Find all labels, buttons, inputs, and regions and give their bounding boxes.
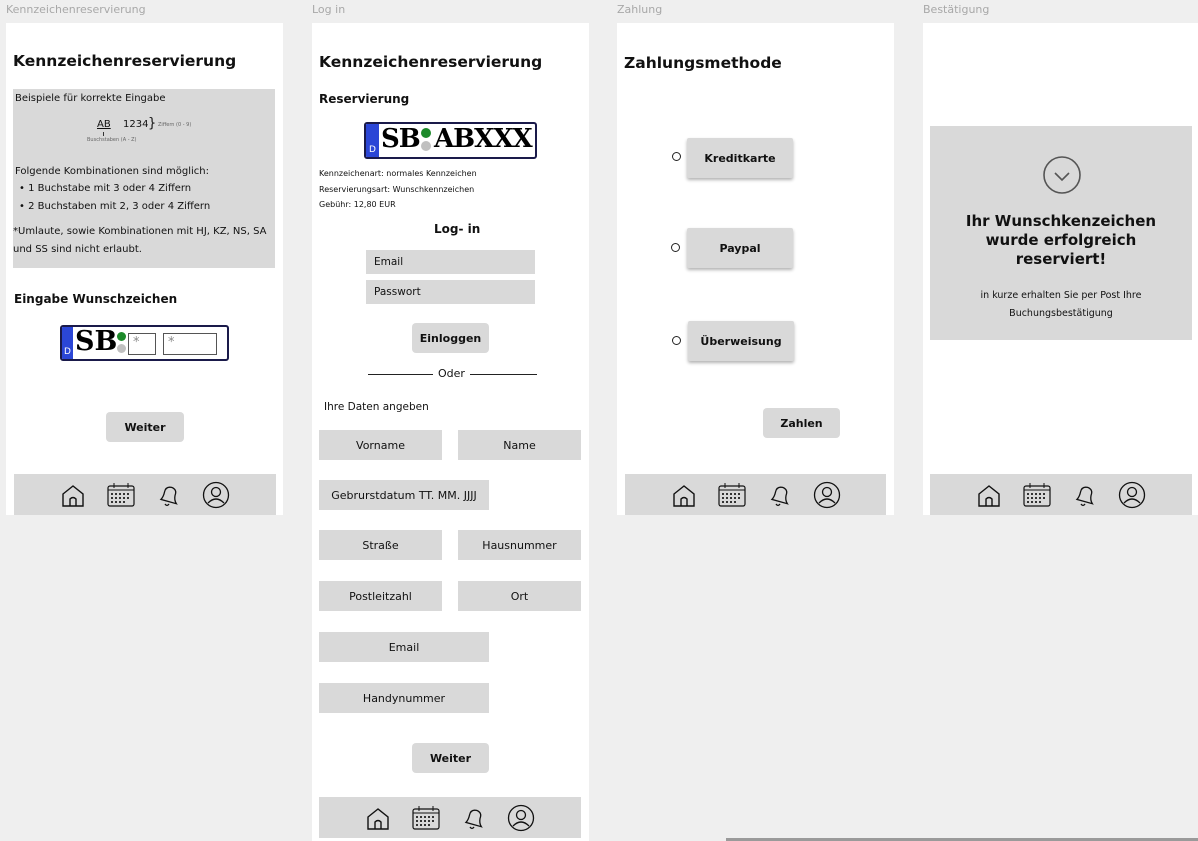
calendar-icon[interactable] [717, 482, 747, 508]
frame-label-reservation: Kennzeichenreservierung [6, 3, 146, 16]
screen-login [312, 23, 589, 841]
creditcard-option[interactable]: Kreditkarte [687, 138, 793, 178]
info-line-2: Buchungsbestätigung [1009, 308, 1113, 319]
eu-strip [62, 327, 73, 359]
bell-icon[interactable] [1072, 482, 1098, 508]
house-number-field[interactable]: Hausnummer [458, 530, 581, 560]
example-digits: 1234 [123, 119, 149, 130]
screen-payment [617, 23, 894, 515]
confirmation-panel [930, 126, 1192, 340]
transfer-option[interactable]: Überweisung [688, 321, 794, 361]
frame-label-confirmation: Bestätigung [923, 3, 990, 16]
profile-icon[interactable] [202, 481, 230, 509]
bottom-nav [14, 474, 276, 515]
plate-digits-input[interactable]: * [163, 333, 217, 355]
letters-tick [103, 132, 104, 136]
divider-left [368, 374, 433, 375]
seal-silver [421, 141, 431, 151]
letters-caption: Buschstaben (A - Z) [87, 137, 137, 143]
frame-label-payment: Zahlung [617, 3, 663, 16]
seal-green [421, 128, 431, 138]
login-heading: Log- in [434, 222, 481, 236]
profile-icon[interactable] [813, 481, 841, 509]
example-heading: Beispiele für korrekte Eingabe [15, 93, 166, 104]
combos-heading: Folgende Kombinationen sind möglich: [15, 166, 209, 177]
page-title: Kennzeichenreservierung [13, 52, 237, 70]
bottom-nav [319, 797, 581, 838]
login-button[interactable]: Einloggen [412, 323, 489, 353]
country-code: D [64, 347, 71, 357]
firstname-field[interactable]: Vorname [319, 430, 442, 460]
screen-reservation [6, 23, 283, 515]
phone-field[interactable]: Handynummer [319, 683, 489, 713]
page-title: Kennzeichenreservierung [319, 53, 543, 71]
paypal-option[interactable]: Paypal [687, 228, 793, 268]
bell-icon[interactable] [156, 482, 182, 508]
plate-prefix: SB [75, 326, 118, 357]
digits-caption: Ziffern (0 - 9) [158, 122, 192, 128]
next-button[interactable]: Weiter [412, 743, 489, 773]
license-plate-input [60, 325, 229, 361]
info-line-1: in kurze erhalten Sie per Post Ihre [980, 290, 1142, 301]
success-message: Ihr Wunschkenzeichen wurde erfolgreich reserviert! [965, 212, 1157, 268]
pay-button[interactable]: Zahlen [763, 408, 840, 438]
next-button[interactable]: Weiter [106, 412, 184, 442]
bell-icon[interactable] [767, 482, 793, 508]
plate-type-info: Kennzeichenart: normales Kennzeichen [319, 169, 477, 178]
combo-2: 2 Buchstaben mit 2, 3 oder 4 Ziffern [28, 201, 211, 212]
home-icon[interactable] [671, 482, 697, 508]
data-heading: Ihre Daten angeben [324, 401, 429, 413]
page-title: Zahlungsmethode [624, 54, 782, 72]
email-field[interactable]: Email [366, 250, 535, 274]
password-field[interactable]: Passwort [366, 280, 535, 304]
fee-info: Gebühr: 12,80 EUR [319, 200, 396, 209]
note-text: *Umlaute, sowie Kombinationen mit HJ, KZ, NS, SA und SS sind nicht erlaubt. [13, 226, 267, 255]
example-letters: AB [97, 119, 111, 130]
email-data-field[interactable]: Email [319, 632, 489, 662]
bell-icon[interactable] [461, 805, 487, 831]
plate-prefix: SB [381, 124, 420, 154]
screen-confirmation [923, 23, 1198, 515]
seal-green [117, 332, 126, 341]
profile-icon[interactable] [507, 804, 535, 832]
list-item: • 1 Buchstabe mit 3 oder 4 Ziffern [19, 183, 192, 194]
profile-icon[interactable] [1118, 481, 1146, 509]
bottom-nav [625, 474, 886, 515]
country-code: D [369, 145, 376, 155]
calendar-icon[interactable] [411, 805, 441, 831]
birthdate-field[interactable]: Gebrurstdatum TT. MM. JJJJ [319, 480, 489, 510]
reservation-heading: Reservierung [319, 92, 410, 106]
combo-1: 1 Buchstabe mit 3 oder 4 Ziffern [28, 183, 192, 194]
eu-strip [366, 124, 379, 157]
reservation-type-info: Reservierungsart: Wunschkennzeichen [319, 185, 475, 194]
street-field[interactable]: Straße [319, 530, 442, 560]
home-icon[interactable] [365, 805, 391, 831]
license-plate-preview [364, 122, 537, 159]
radio-creditcard[interactable] [672, 152, 681, 161]
plate-suffix: ABXXX [434, 124, 532, 154]
name-field[interactable]: Name [458, 430, 581, 460]
check-circle-icon [1042, 155, 1082, 199]
calendar-icon[interactable] [106, 482, 136, 508]
frame-label-login: Log in [312, 3, 346, 16]
or-label: Oder [438, 367, 465, 380]
digits-bracket: } [148, 116, 157, 131]
home-icon[interactable] [60, 482, 86, 508]
calendar-icon[interactable] [1022, 482, 1052, 508]
radio-paypal[interactable] [671, 243, 680, 252]
city-field[interactable]: Ort [458, 581, 581, 611]
input-heading: Eingabe Wunschzeichen [14, 292, 178, 306]
divider-right [470, 374, 537, 375]
zip-field[interactable]: Postleitzahl [319, 581, 442, 611]
plate-letters-input[interactable]: * [128, 333, 156, 355]
list-item: • 2 Buchstaben mit 2, 3 oder 4 Ziffern [19, 201, 211, 212]
radio-transfer[interactable] [672, 336, 681, 345]
seal-silver [117, 344, 126, 353]
example-panel [13, 89, 275, 268]
home-icon[interactable] [976, 482, 1002, 508]
bottom-nav [930, 474, 1192, 515]
